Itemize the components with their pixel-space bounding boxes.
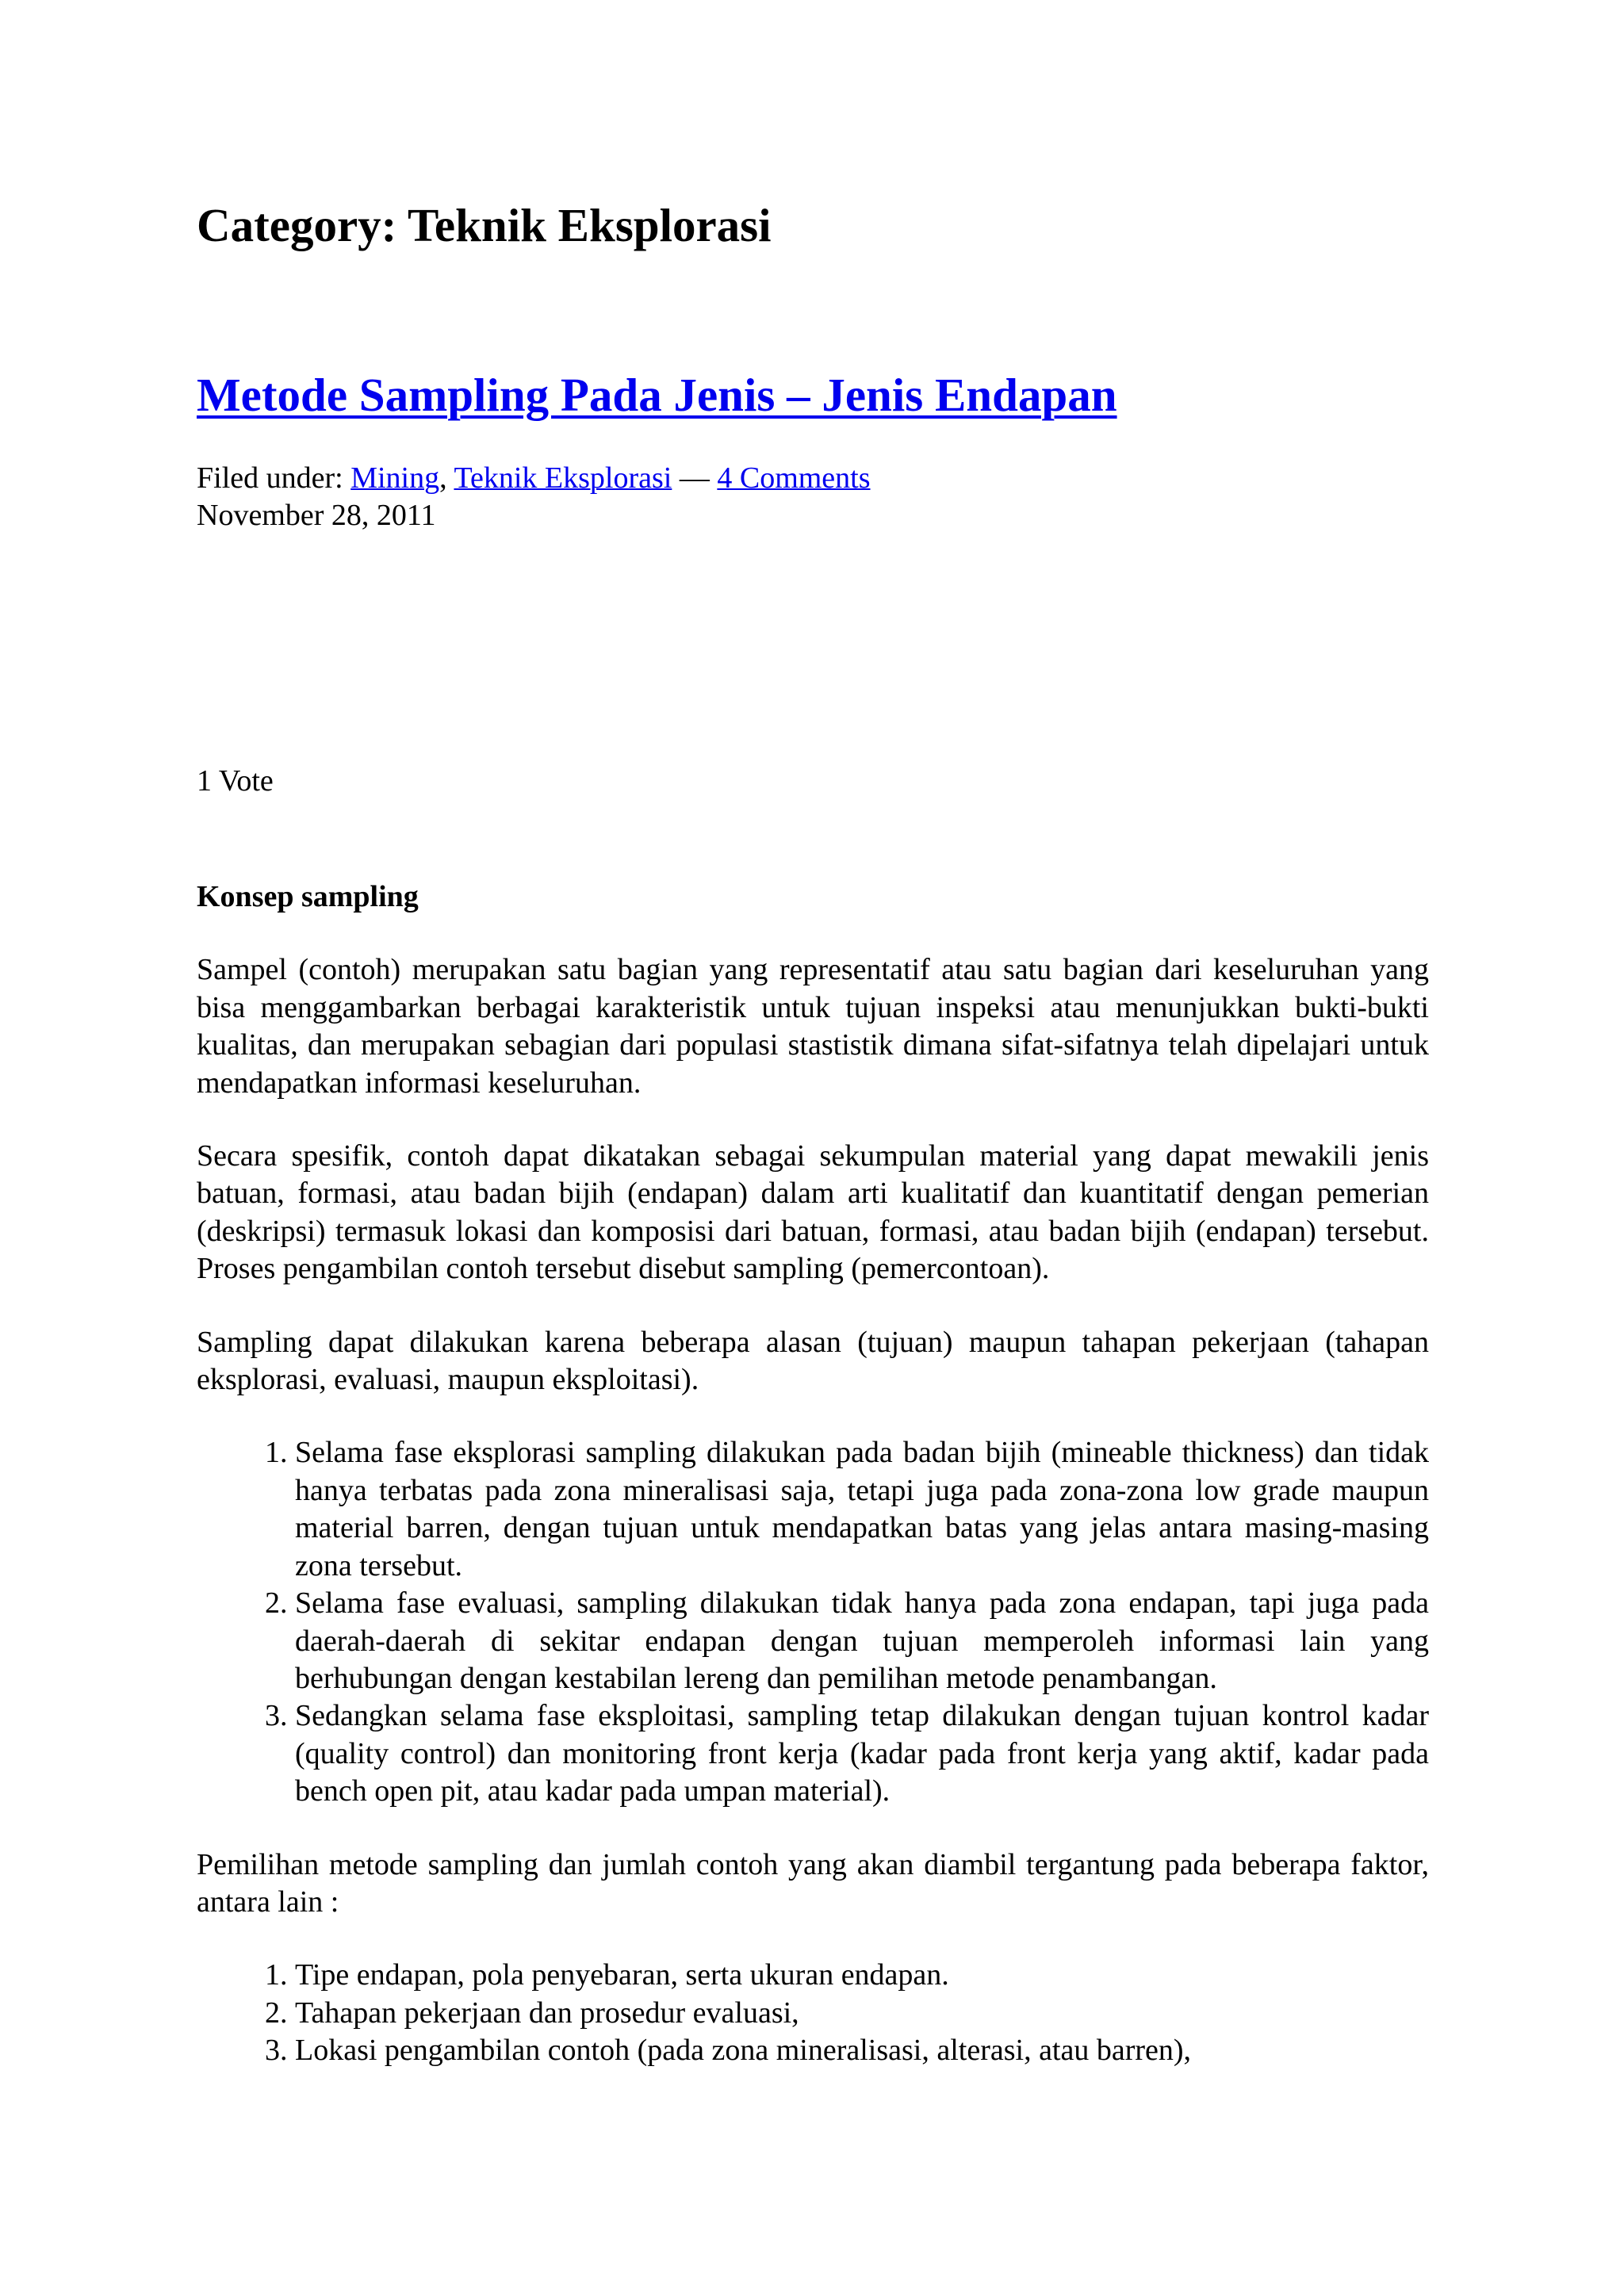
comments-link[interactable]: 4 Comments — [717, 461, 871, 495]
factors-list — [197, 1957, 1429, 2069]
post-date: November 28, 2011 — [197, 499, 436, 532]
paragraph: Sampling dapat dilakukan karena beberapa alasan (tujuan) maupun tahapan pekerjaan (tahapan eksplorasi, evaluasi, maupun eksploitasi). — [197, 1325, 1429, 1397]
filed-under-label: Filed under: — [197, 461, 351, 495]
list-item: 2. Selama fase evaluasi, sampling dilakukan tidak hanya pada zona endapan, tapi juga pada daerah-daerah di sekitar endapan dengan tujuan memperoleh informasi lain yang berhubungan dengan kestabilan lereng dan pemilihan metode penambangan. — [295, 1585, 1429, 1697]
paragraph: Sampel (contoh) merupakan satu bagian yang representatif atau satu bagian dari keseluruhan yang bisa menggambarkan berbagai karakteristik untuk tujuan inspeksi atau menunjukkan bukti-bukti kualitas, dan merupakan sebagian dari populasi stastistik dimana sifat-sifatnya telah dipelajari untuk mendapatkan informasi keseluruhan. — [197, 953, 1429, 1100]
list-item: 2. Tahapan pekerjaan dan prosedur evaluasi, — [295, 1995, 1429, 2032]
filed-under-line — [197, 460, 871, 497]
paragraph: Secara spesifik, contoh dapat dikatakan sebagai sekumpulan material yang dapat mewakili jenis batuan, formasi, atau badan bijih (endapan) dalam arti kualitatif dan kuantitatif dengan pemerian (deskripsi) termasuk lokasi dan komposisi dari batuan, formasi, atau badan bijih (endapan) tersebut. Proses pengambilan contoh tersebut disebut sampling (pemercontoan). — [197, 1139, 1429, 1286]
section-heading: Konsep sampling — [197, 880, 419, 913]
vote-count: 1 Vote — [197, 764, 274, 798]
list-item: 1. Tipe endapan, pola penyebaran, serta ukuran endapan. — [295, 1957, 1429, 1994]
category-link-teknik-eksplorasi[interactable]: Teknik Eksplorasi — [454, 461, 672, 495]
list-item: 1. Selama fase eksplorasi sampling dilakukan pada badan bijih (mineable thickness) dan tidak hanya terbatas pada zona mineralisasi saja, tetapi juga pada zona-zona low grade maupun material barren, dengan tujuan untuk mendapatkan batas yang jelas antara masing-masing zona tersebut. — [295, 1434, 1429, 1585]
post-content — [197, 878, 1429, 2106]
paragraph: Pemilihan metode sampling dan jumlah contoh yang akan diambil tergantung pada beberapa faktor, antara lain : — [197, 1847, 1429, 1919]
category-separator: , — [439, 461, 454, 495]
list-item: 3. Lokasi pengambilan contoh (pada zona mineralisasi, alterasi, atau barren), — [295, 2032, 1429, 2069]
meta-dash: — — [672, 461, 718, 495]
post-title-link[interactable]: Metode Sampling Pada Jenis – Jenis Endapan — [197, 369, 1117, 421]
category-link-mining[interactable]: Mining — [350, 461, 440, 495]
post-meta — [197, 460, 871, 534]
sampling-phases-list — [197, 1434, 1429, 1810]
list-item: 3. Sedangkan selama fase eksploitasi, sampling tetap dilakukan dengan tujuan kontrol kadar (quality control) dan monitoring front kerja (kadar pada front kerja yang aktif, kadar pada bench open pit, atau kadar pada umpan material). — [295, 1697, 1429, 1810]
post-title — [197, 366, 1117, 423]
category-title: Category: Teknik Eksplorasi — [197, 199, 772, 251]
